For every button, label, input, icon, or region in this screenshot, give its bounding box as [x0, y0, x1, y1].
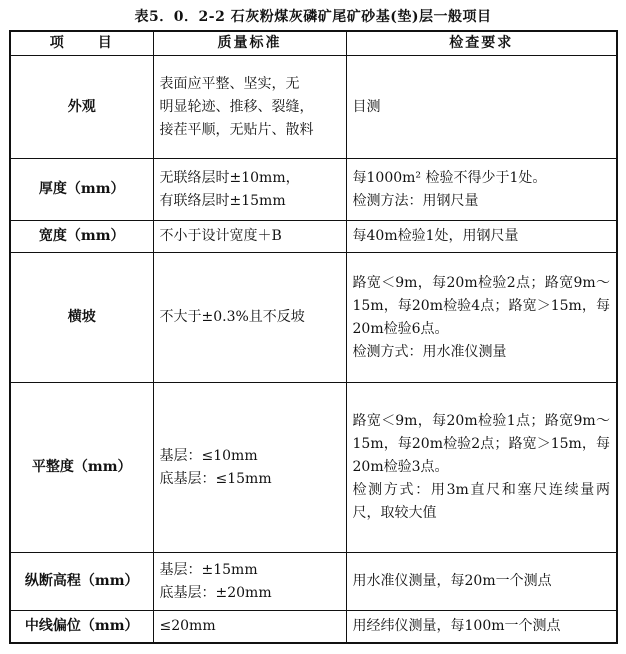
- standard-line: ≤20mm: [159, 618, 216, 634]
- item-cell: 横坡: [10, 253, 153, 383]
- check-line: 检测方式：用水准仪测量: [352, 343, 507, 360]
- standard-line: 底基层：±20mm: [159, 584, 272, 601]
- check-line: 用经纬仪测量，每100m一个测点: [352, 618, 561, 634]
- standard-line: 明显轮迹、推移、裂缝，: [159, 98, 314, 115]
- check-line: 路宽＜9m，每20m检验1点；路宽9m～15m，每20m检验2点；路宽＞15m，每20m检验3点。: [352, 413, 610, 475]
- table-row: [10, 56, 617, 159]
- standard-line: 不大于±0.3%且不反坡: [159, 309, 305, 325]
- standard-cell: [153, 383, 346, 553]
- check-cell: [346, 253, 617, 383]
- standard-cell: [153, 159, 346, 221]
- header-item: 项 目: [10, 31, 153, 56]
- table-row: [10, 253, 617, 383]
- standard-line: 不小于设计宽度＋B: [159, 228, 282, 244]
- table-title: 表5．0．2-2 石灰粉煤灰磷矿尾矿砂基(垫)层一般项目: [134, 9, 492, 25]
- standard-cell: [153, 611, 346, 644]
- table-row: [10, 221, 617, 253]
- standard-cell: [153, 56, 346, 159]
- standard-cell: [153, 253, 346, 383]
- item-cell: 纵断高程（mm）: [10, 553, 153, 611]
- table-row: [10, 159, 617, 221]
- standard-line: 表面应平整、坚实，无: [159, 75, 300, 92]
- check-line: 每40m检验1处，用钢尺量: [352, 228, 519, 244]
- standard-line: 底基层：≤15mm: [159, 470, 272, 487]
- check-line: 检测方法：用钢尺量: [352, 192, 479, 209]
- header-check: 检查要求: [346, 31, 617, 56]
- standard-line: 基层：±15mm: [159, 561, 258, 578]
- check-cell: [346, 56, 617, 159]
- item-cell: 外观: [10, 56, 153, 159]
- item-cell: 宽度（mm）: [10, 221, 153, 253]
- header-row: [10, 31, 617, 56]
- table-row: [10, 611, 617, 644]
- standard-cell: [153, 553, 346, 611]
- check-line: 路宽＜9m，每20m检验2点；路宽9m～15m，每20m检验4点；路宽＞15m，每20m检验6点。: [352, 274, 610, 337]
- check-cell: [346, 159, 617, 221]
- standard-line: 无联络层时±10mm，: [159, 169, 300, 186]
- table-row: [10, 383, 617, 553]
- table-row: [10, 553, 617, 611]
- standard-cell: [153, 221, 346, 253]
- check-line: 检测方式：用3m直尺和塞尺连续量两尺，取较大值: [352, 482, 610, 521]
- header-standard: 质量标准: [153, 31, 346, 56]
- item-cell: 中线偏位（mm）: [10, 611, 153, 644]
- item-cell: 厚度（mm）: [10, 159, 153, 221]
- check-cell: [346, 553, 617, 611]
- item-cell: 平整度（mm）: [10, 383, 153, 553]
- standard-line: 基层：≤10mm: [159, 447, 258, 464]
- quality-table: [9, 30, 618, 644]
- check-line: 目测: [352, 98, 381, 115]
- standard-line: 接茬平顺，无贴片、散料: [159, 121, 314, 138]
- check-cell: [346, 221, 617, 253]
- standard-line: 有联络层时±15mm: [159, 192, 286, 209]
- check-line: 每1000m² 检验不得少于1处。: [352, 169, 547, 186]
- check-line: 用水准仪测量，每20m一个测点: [352, 573, 552, 589]
- check-cell: [346, 611, 617, 644]
- check-cell: [346, 383, 617, 553]
